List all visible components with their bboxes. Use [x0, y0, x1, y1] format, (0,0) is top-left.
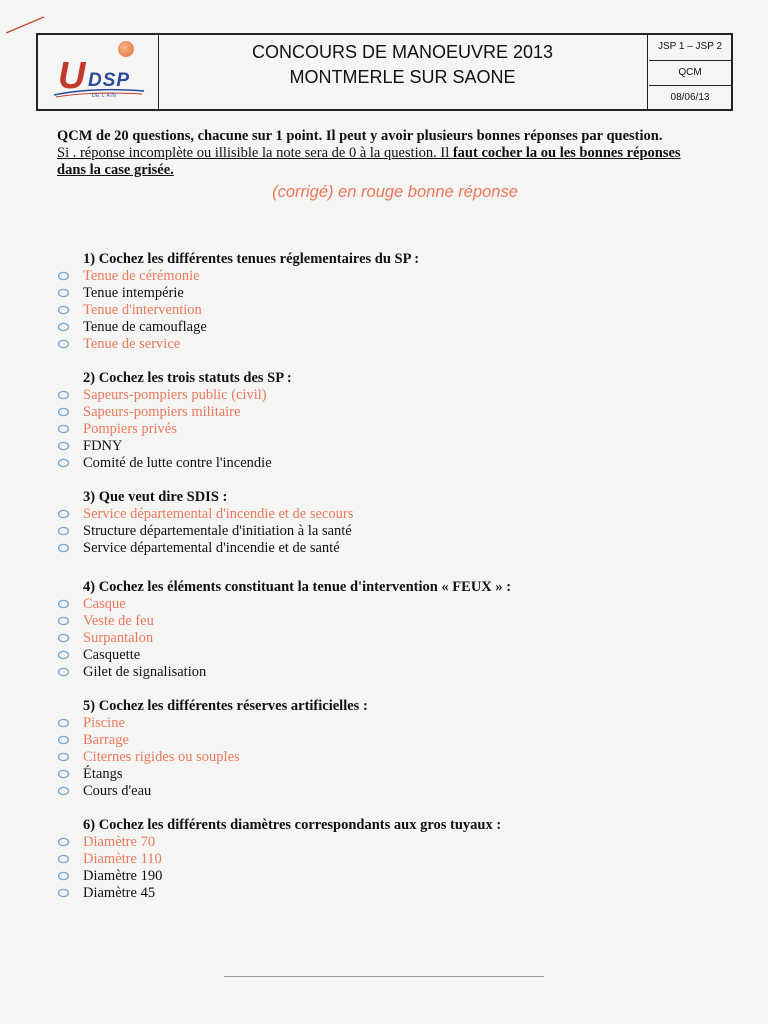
checkbox-bullet-icon[interactable]	[57, 407, 70, 417]
answer-text: Service départemental d'incendie et de santé	[83, 540, 340, 556]
answer-option[interactable]	[57, 613, 747, 630]
checkbox-bullet-icon[interactable]	[57, 786, 70, 796]
answer-option[interactable]	[57, 268, 747, 285]
answer-text: Tenue d'intervention	[83, 302, 202, 318]
checkbox-bullet-icon[interactable]	[57, 458, 70, 468]
answer-text: Sapeurs-pompiers public (civil)	[83, 387, 267, 403]
answer-text: Tenue de cérémonie	[83, 268, 200, 284]
checkbox-bullet-icon[interactable]	[57, 888, 70, 898]
title-line-2: MONTMERLE SUR SAONE	[289, 67, 516, 87]
answer-text: Comité de lutte contre l'incendie	[83, 455, 272, 471]
checkbox-bullet-icon[interactable]	[57, 305, 70, 315]
answer-option[interactable]	[57, 404, 747, 421]
checkbox-bullet-icon[interactable]	[57, 650, 70, 660]
answer-option[interactable]	[57, 523, 747, 540]
answer-option[interactable]	[57, 749, 747, 766]
answer-text: Pompiers privés	[83, 421, 177, 437]
answer-text: Diamètre 190	[83, 868, 163, 884]
answer-option[interactable]	[57, 834, 747, 851]
answer-option[interactable]	[57, 783, 747, 800]
answer-option[interactable]	[57, 285, 747, 302]
instruction-line-3: dans la case grisée.	[57, 162, 174, 178]
answer-text: Structure départementale d'initiation à la santé	[83, 523, 352, 539]
answer-option[interactable]	[57, 715, 747, 732]
logo-cell	[38, 35, 159, 109]
correction-note: (corrigé) en rouge bonne réponse	[272, 183, 518, 201]
logo-text: DSP	[88, 70, 131, 91]
question-title: 5) Cochez les différentes réserves artificielles :	[83, 698, 368, 714]
instructions	[57, 128, 747, 179]
answer-option[interactable]	[57, 885, 747, 902]
answer-text: Diamètre 70	[83, 834, 156, 850]
checkbox-bullet-icon[interactable]	[57, 616, 70, 626]
checkbox-bullet-icon[interactable]	[57, 390, 70, 400]
answer-text: Casque	[83, 596, 126, 612]
checkbox-bullet-icon[interactable]	[57, 735, 70, 745]
question-title: 1) Cochez les différentes tenues réglementaires du SP :	[83, 251, 420, 267]
answer-text: Diamètre 110	[83, 851, 162, 867]
checkbox-bullet-icon[interactable]	[57, 854, 70, 864]
footer-divider	[224, 976, 544, 977]
answer-option[interactable]	[57, 421, 747, 438]
question-title: 4) Cochez les éléments constituant la tenue d'intervention « FEUX » :	[83, 579, 512, 595]
answer-option[interactable]	[57, 851, 747, 868]
checkbox-bullet-icon[interactable]	[57, 509, 70, 519]
answer-text: Cours d'eau	[83, 783, 152, 799]
udsp-logo	[48, 41, 148, 103]
answer-text: Tenue de camouflage	[83, 319, 207, 335]
checkbox-bullet-icon[interactable]	[57, 543, 70, 553]
answer-option[interactable]	[57, 664, 747, 681]
checkbox-bullet-icon[interactable]	[57, 339, 70, 349]
answer-text: Tenue intempérie	[83, 285, 184, 301]
question-block	[57, 697, 747, 800]
title-cell	[158, 35, 648, 109]
question-title: 6) Cochez les différents diamètres correspondants aux gros tuyaux :	[83, 817, 502, 833]
question-block	[57, 488, 747, 557]
instruction-line-2a: Si . réponse incomplète ou illisible la note sera de 0 à la question.	[57, 145, 437, 161]
answer-option[interactable]	[57, 868, 747, 885]
logo-flame-dot	[118, 41, 134, 57]
answer-option[interactable]	[57, 732, 747, 749]
instruction-line-1: QCM de 20 questions, chacune sur 1 point. Il peut y avoir plusieurs bonnes réponses par question.	[57, 128, 663, 144]
answer-option[interactable]	[57, 336, 747, 353]
checkbox-bullet-icon[interactable]	[57, 837, 70, 847]
answer-option[interactable]	[57, 455, 747, 472]
checkbox-bullet-icon[interactable]	[57, 288, 70, 298]
checkbox-bullet-icon[interactable]	[57, 526, 70, 536]
answer-text: Veste de feu	[83, 613, 154, 629]
checkbox-bullet-icon[interactable]	[57, 769, 70, 779]
checkbox-bullet-icon[interactable]	[57, 322, 70, 332]
question-title: 3) Que veut dire SDIS :	[83, 489, 228, 505]
answer-text: Barrage	[83, 732, 129, 748]
answer-option[interactable]	[57, 596, 747, 613]
header-table	[36, 33, 733, 111]
logo-letter: U	[58, 55, 86, 97]
answer-text: Citernes rigides ou souples	[83, 749, 240, 765]
answer-option[interactable]	[57, 647, 747, 664]
meta-date: 08/06/13	[670, 92, 710, 104]
checkbox-bullet-icon[interactable]	[57, 599, 70, 609]
question-block	[57, 816, 747, 902]
answer-option[interactable]	[57, 387, 747, 404]
answer-option[interactable]	[57, 506, 747, 523]
answer-text: FDNY	[83, 438, 123, 454]
checkbox-bullet-icon[interactable]	[57, 271, 70, 281]
meta-cell	[649, 35, 731, 109]
checkbox-bullet-icon[interactable]	[57, 718, 70, 728]
answer-option[interactable]	[57, 438, 747, 455]
answer-option[interactable]	[57, 630, 747, 647]
answer-text: Piscine	[83, 715, 125, 731]
answer-option[interactable]	[57, 302, 747, 319]
checkbox-bullet-icon[interactable]	[57, 871, 70, 881]
answer-text: Diamètre 45	[83, 885, 156, 901]
answer-text: Casquette	[83, 647, 141, 663]
answer-option[interactable]	[57, 319, 747, 336]
question-block	[57, 578, 747, 681]
checkbox-bullet-icon[interactable]	[57, 424, 70, 434]
checkbox-bullet-icon[interactable]	[57, 752, 70, 762]
answer-text: Tenue de service	[83, 336, 181, 352]
answer-text: Sapeurs-pompiers militaire	[83, 404, 241, 420]
instruction-line-2b: Il	[436, 145, 453, 161]
instruction-line-2c: faut cocher la ou les bonnes réponses	[452, 145, 681, 161]
answer-text: Gilet de signalisation	[83, 664, 207, 680]
answer-text: Surpantalon	[83, 630, 154, 646]
question-block	[57, 369, 747, 472]
checkbox-bullet-icon[interactable]	[57, 441, 70, 451]
answer-option[interactable]	[57, 540, 747, 557]
checkbox-bullet-icon[interactable]	[57, 633, 70, 643]
question-title: 2) Cochez les trois statuts des SP :	[83, 370, 292, 386]
answer-text: Étangs	[83, 766, 123, 782]
answer-text: Service départemental d'incendie et de secours	[83, 506, 354, 522]
logo-subtitle: DE L'AIN	[92, 93, 117, 99]
title-line-1: CONCOURS DE MANOEUVRE 2013	[251, 42, 554, 62]
meta-type: QCM	[649, 61, 731, 87]
meta-level: JSP 1 – JSP 2	[649, 35, 731, 61]
answer-option[interactable]	[57, 766, 747, 783]
checkbox-bullet-icon[interactable]	[57, 667, 70, 677]
question-block	[57, 250, 747, 353]
